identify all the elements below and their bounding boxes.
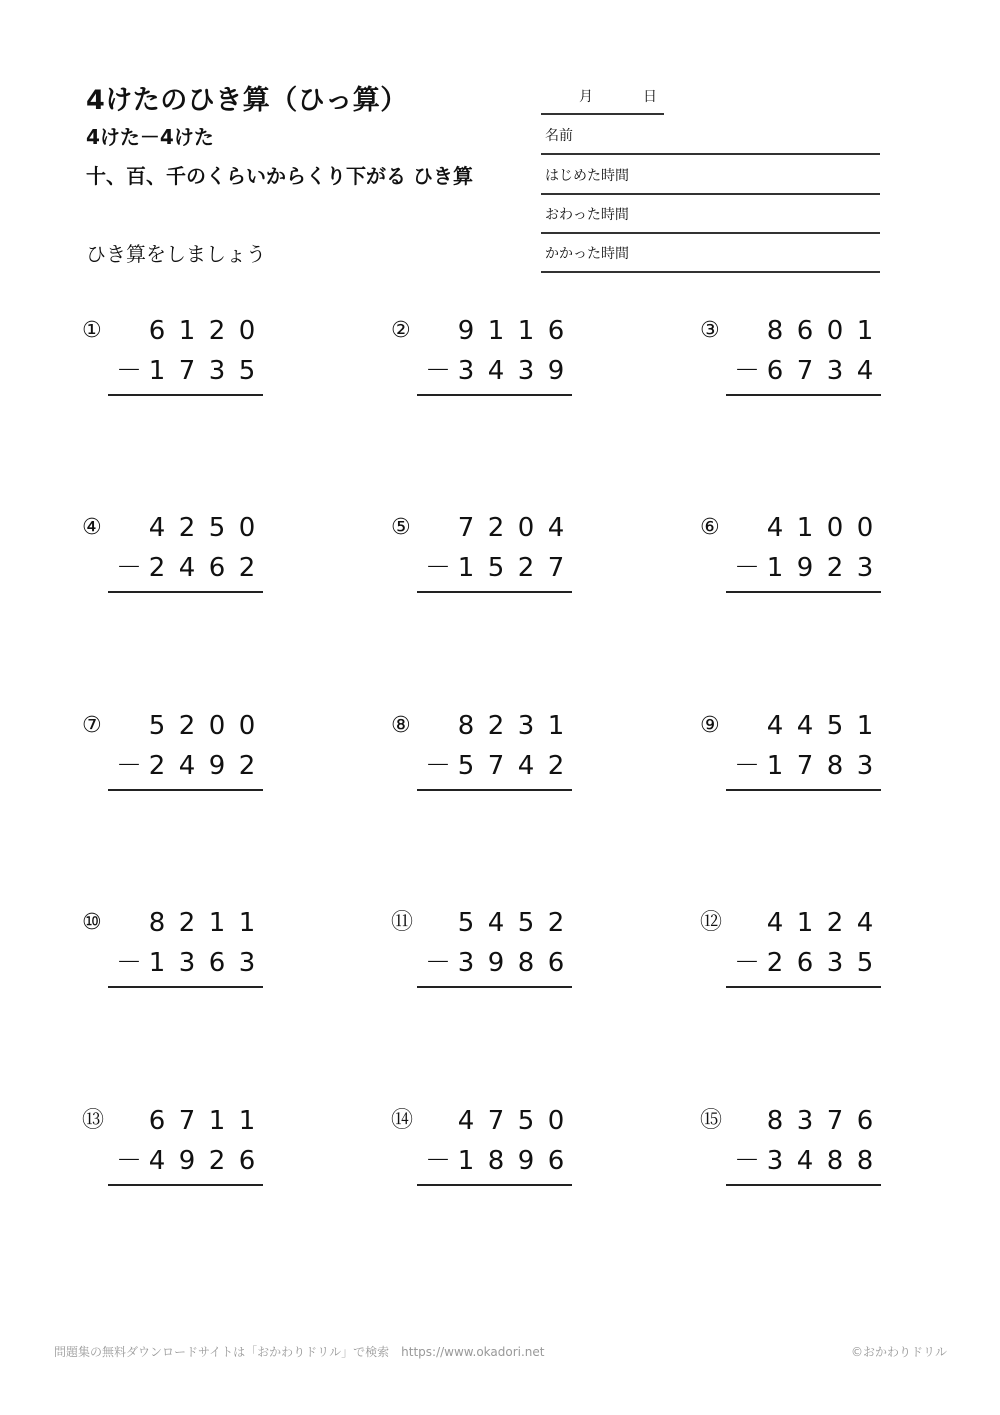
- digit: 1: [208, 1106, 226, 1136]
- minus-sign: －: [734, 1146, 761, 1176]
- digit: 0: [517, 513, 535, 543]
- digit: 1: [487, 316, 505, 346]
- problem-number: ⑧: [391, 713, 411, 738]
- digit: 0: [238, 513, 256, 543]
- digit: 6: [148, 316, 166, 346]
- problem-number: ⑥: [700, 515, 720, 540]
- digit: 2: [766, 948, 784, 978]
- digit: 2: [148, 751, 166, 781]
- minus-sign: －: [116, 356, 143, 386]
- problem-9: [700, 711, 890, 801]
- digit: 1: [457, 1146, 475, 1176]
- digit: 6: [208, 948, 226, 978]
- digit: 5: [457, 908, 475, 938]
- problem-10: [82, 908, 272, 998]
- digit: 4: [457, 1106, 475, 1136]
- problem-2: [391, 316, 581, 406]
- digit: 2: [208, 1146, 226, 1176]
- problem-number: ①: [82, 318, 102, 343]
- answer-line: [726, 591, 881, 593]
- minus-sign: －: [425, 1146, 452, 1176]
- digit: 1: [766, 751, 784, 781]
- digit: 4: [487, 908, 505, 938]
- problem-8: [391, 711, 581, 801]
- answer-line: [417, 789, 572, 791]
- digit: 4: [856, 356, 874, 386]
- digit: 8: [487, 1146, 505, 1176]
- digit: 2: [826, 553, 844, 583]
- digit: 2: [148, 553, 166, 583]
- digit: 0: [547, 1106, 565, 1136]
- digit: 2: [547, 908, 565, 938]
- digit: 3: [796, 1106, 814, 1136]
- digit: 0: [826, 316, 844, 346]
- answer-line: [108, 591, 263, 593]
- digit: 4: [796, 1146, 814, 1176]
- answer-line: [417, 591, 572, 593]
- digit: 3: [856, 553, 874, 583]
- digit: 6: [208, 553, 226, 583]
- digit: 5: [826, 711, 844, 741]
- digit: 2: [178, 908, 196, 938]
- digit: 6: [796, 948, 814, 978]
- digit: 9: [178, 1146, 196, 1176]
- digit: 6: [547, 316, 565, 346]
- minus-sign: －: [425, 553, 452, 583]
- minus-sign: －: [116, 751, 143, 781]
- digit: 8: [766, 316, 784, 346]
- digit: 2: [487, 711, 505, 741]
- problem-number: ⑨: [700, 713, 720, 738]
- worksheet-title: 4けたのひき算（ひっ算）: [86, 85, 408, 116]
- answer-line: [726, 394, 881, 396]
- digit: 2: [238, 751, 256, 781]
- digit: 4: [766, 908, 784, 938]
- digit: 1: [796, 908, 814, 938]
- month-label: 月: [579, 89, 593, 105]
- problem-number: ④: [82, 515, 102, 540]
- digit: 1: [457, 553, 475, 583]
- digit: 6: [856, 1106, 874, 1136]
- digit: 7: [487, 751, 505, 781]
- digit: 4: [796, 711, 814, 741]
- answer-line: [726, 1184, 881, 1186]
- problem-number: ⑦: [82, 713, 102, 738]
- digit: 0: [826, 513, 844, 543]
- digit: 3: [856, 751, 874, 781]
- digit: 1: [856, 711, 874, 741]
- digit: 8: [148, 908, 166, 938]
- digit: 3: [208, 356, 226, 386]
- minus-sign: －: [425, 751, 452, 781]
- problem-3: [700, 316, 890, 406]
- digit: 7: [796, 751, 814, 781]
- start-time-field[interactable]: [541, 155, 880, 195]
- elapsed-time-field[interactable]: [541, 233, 880, 273]
- digit: 1: [148, 356, 166, 386]
- digit: 3: [457, 356, 475, 386]
- minus-sign: －: [116, 553, 143, 583]
- digit: 4: [856, 908, 874, 938]
- digit: 5: [238, 356, 256, 386]
- problem-14: [391, 1106, 581, 1196]
- start-time-label: はじめた時間: [545, 168, 629, 184]
- minus-sign: －: [734, 948, 761, 978]
- elapsed-time-label: かかった時間: [545, 246, 629, 262]
- digit: 7: [547, 553, 565, 583]
- digit: 1: [238, 1106, 256, 1136]
- problem-5: [391, 513, 581, 603]
- digit: 4: [766, 711, 784, 741]
- footer-note: 問題集の無料ダウンロードサイトは「おかわりドリル」で検索 https://www.okadori.net: [54, 1345, 545, 1359]
- digit: 3: [178, 948, 196, 978]
- digit: 5: [148, 711, 166, 741]
- digit: 7: [796, 356, 814, 386]
- digit: 0: [238, 711, 256, 741]
- date-field[interactable]: [541, 82, 664, 115]
- digit: 2: [517, 553, 535, 583]
- problem-number: ②: [391, 318, 411, 343]
- end-time-label: おわった時間: [545, 207, 629, 223]
- problem-number: ⑮: [700, 1108, 723, 1133]
- minus-sign: －: [116, 948, 143, 978]
- problem-number: ⑭: [391, 1108, 414, 1133]
- digit: 4: [148, 513, 166, 543]
- digit: 2: [547, 751, 565, 781]
- problem-1: [82, 316, 272, 406]
- digit: 7: [178, 1106, 196, 1136]
- problem-number: ⑬: [82, 1108, 105, 1133]
- minus-sign: －: [425, 356, 452, 386]
- digit: 6: [796, 316, 814, 346]
- digit: 0: [208, 711, 226, 741]
- digit: 9: [796, 553, 814, 583]
- minus-sign: －: [116, 1146, 143, 1176]
- digit: 1: [208, 908, 226, 938]
- answer-line: [417, 1184, 572, 1186]
- digit: 7: [487, 1106, 505, 1136]
- digit: 5: [457, 751, 475, 781]
- digit: 8: [766, 1106, 784, 1136]
- problem-number: ③: [700, 318, 720, 343]
- digit: 1: [766, 553, 784, 583]
- digit: 6: [547, 948, 565, 978]
- digit: 2: [178, 513, 196, 543]
- digit: 1: [547, 711, 565, 741]
- answer-line: [108, 789, 263, 791]
- digit: 3: [766, 1146, 784, 1176]
- digit: 8: [826, 751, 844, 781]
- digit: 3: [457, 948, 475, 978]
- digit: 4: [178, 553, 196, 583]
- digit: 2: [487, 513, 505, 543]
- problem-number: ⑪: [391, 910, 414, 935]
- digit: 0: [238, 316, 256, 346]
- digit: 7: [178, 356, 196, 386]
- digit: 5: [487, 553, 505, 583]
- instruction-text: ひき算をしましょう: [86, 242, 266, 266]
- end-time-field[interactable]: [541, 194, 880, 234]
- day-label: 日: [643, 89, 657, 105]
- answer-line: [417, 394, 572, 396]
- problem-6: [700, 513, 890, 603]
- digit: 5: [517, 1106, 535, 1136]
- digit: 9: [208, 751, 226, 781]
- problem-12: [700, 908, 890, 998]
- digit: 3: [238, 948, 256, 978]
- digit: 5: [517, 908, 535, 938]
- digit: 6: [238, 1146, 256, 1176]
- digit: 9: [457, 316, 475, 346]
- digit: 1: [796, 513, 814, 543]
- digit: 9: [517, 1146, 535, 1176]
- copyright: ©おかわりドリル: [851, 1345, 948, 1359]
- digit: 4: [148, 1146, 166, 1176]
- answer-line: [108, 394, 263, 396]
- digit: 9: [487, 948, 505, 978]
- digit: 7: [457, 513, 475, 543]
- problem-number: ⑩: [82, 910, 102, 935]
- answer-line: [108, 1184, 263, 1186]
- digit: 5: [208, 513, 226, 543]
- digit: 6: [148, 1106, 166, 1136]
- digit: 7: [826, 1106, 844, 1136]
- digit: 4: [517, 751, 535, 781]
- digit: 1: [238, 908, 256, 938]
- problem-7: [82, 711, 272, 801]
- digit: 8: [517, 948, 535, 978]
- digit: 3: [517, 711, 535, 741]
- digit: 1: [517, 316, 535, 346]
- digit: 2: [208, 316, 226, 346]
- digit: 8: [826, 1146, 844, 1176]
- problem-number: ⑤: [391, 515, 411, 540]
- digit: 3: [826, 948, 844, 978]
- digit: 8: [457, 711, 475, 741]
- digit: 4: [487, 356, 505, 386]
- digit: 1: [148, 948, 166, 978]
- minus-sign: －: [734, 553, 761, 583]
- minus-sign: －: [734, 751, 761, 781]
- digit: 6: [766, 356, 784, 386]
- worksheet-subtitle: 4けた－4けた: [86, 125, 214, 149]
- problem-13: [82, 1106, 272, 1196]
- digit: 4: [547, 513, 565, 543]
- digit: 6: [547, 1146, 565, 1176]
- digit: 1: [856, 316, 874, 346]
- digit: 1: [178, 316, 196, 346]
- digit: 9: [547, 356, 565, 386]
- answer-line: [726, 789, 881, 791]
- digit: 2: [238, 553, 256, 583]
- digit: 2: [178, 711, 196, 741]
- digit: 4: [766, 513, 784, 543]
- problem-4: [82, 513, 272, 603]
- answer-line: [417, 986, 572, 988]
- digit: 3: [826, 356, 844, 386]
- digit: 5: [856, 948, 874, 978]
- digit: 4: [178, 751, 196, 781]
- problem-15: [700, 1106, 890, 1196]
- digit: 8: [856, 1146, 874, 1176]
- answer-line: [108, 986, 263, 988]
- digit: 0: [856, 513, 874, 543]
- worksheet-topic: 十、百、千のくらいからくり下がる ひき算: [86, 164, 473, 188]
- name-label: 名前: [545, 128, 573, 144]
- problem-number: ⑫: [700, 910, 723, 935]
- digit: 2: [826, 908, 844, 938]
- problem-11: [391, 908, 581, 998]
- minus-sign: －: [734, 356, 761, 386]
- digit: 3: [517, 356, 535, 386]
- name-field[interactable]: [541, 115, 880, 155]
- answer-line: [726, 986, 881, 988]
- minus-sign: －: [425, 948, 452, 978]
